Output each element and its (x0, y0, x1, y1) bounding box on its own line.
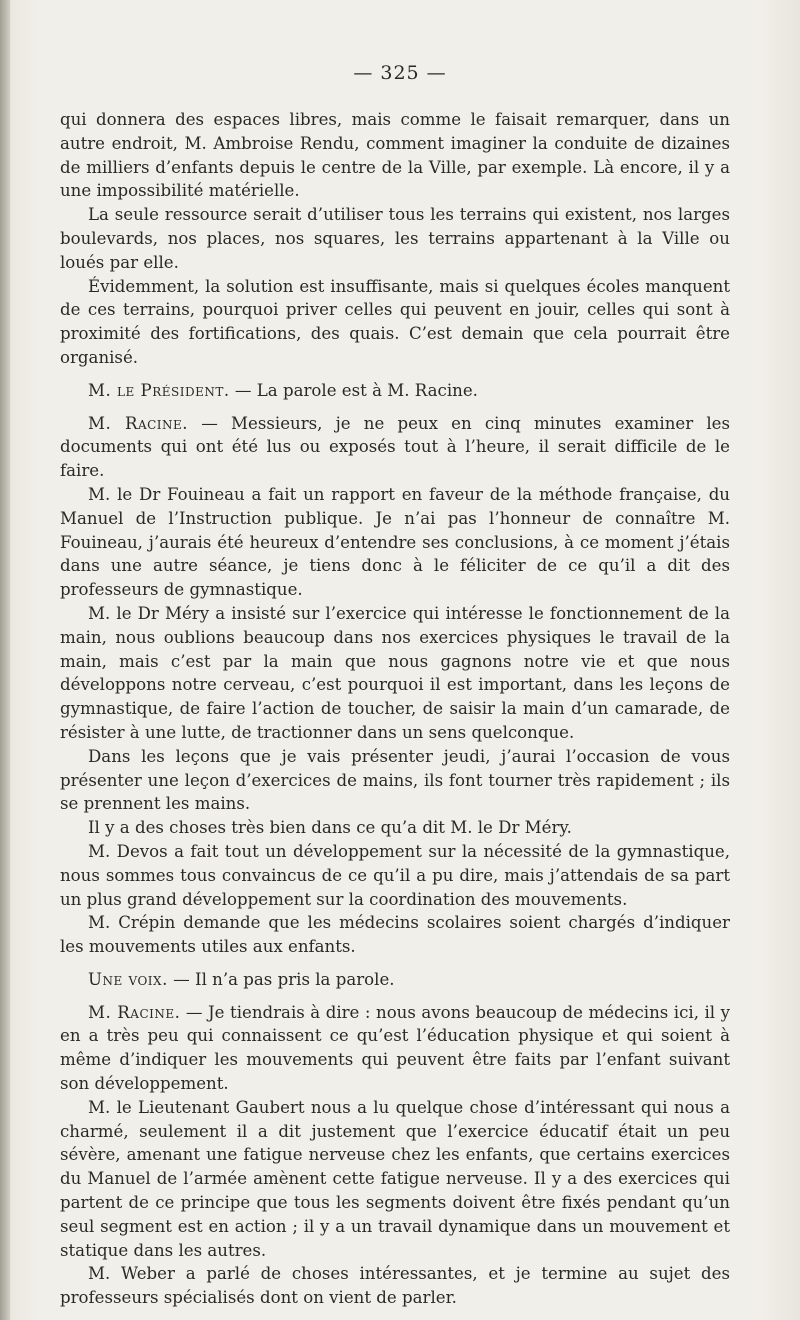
paragraph-text: — Je tiendrais à dire : nous avons beaucoup de médecins ici, il y en a très peu qui connaissent ce qu’est l’éducation physique et qui soient à même d’indiquer les mouvements qui peuvent être faits par l’enfant suivant son développement. (60, 1002, 730, 1094)
paragraph-13 (60, 1001, 730, 1096)
paragraph-8 (60, 745, 730, 816)
paragraph-text: Dans les leçons que je vais présenter jeudi, j’aurai l’occasion de vous présenter une leçon d’exercices de mains, ils font tourner très rapidement ; ils se prennent les mains. (60, 746, 730, 814)
paragraph-text: M. le Dr Méry a insisté sur l’exercice qui intéresse le fonctionnement de la main, nous oublions beaucoup dans nos exercices physiques le travail de la main, mais c’est par la main que nous gagnons notre vie et que nous développons notre cerveau, c’est pourquoi il est important, dans les leçons de gymnastique, de faire l’action de toucher, de saisir la main d’un camarade, de résister à une lutte, de tractionner dans un sens quelconque. (60, 603, 730, 742)
paragraph-text: La seule ressource serait d’utiliser tous les terrains qui existent, nos larges boulevards, nos places, nos squares, les terrains appartenant à la Ville ou loués par elle. (60, 205, 730, 272)
text-body (60, 108, 730, 1310)
speaker-label: Une voix. (88, 969, 168, 989)
paragraph-text: — Il n’a pas pris la parole. (167, 969, 395, 989)
paragraph-11 (60, 911, 730, 959)
paragraph-6 (60, 483, 730, 602)
paragraph-7 (60, 602, 730, 745)
paragraph-10 (60, 840, 730, 911)
paragraph-1 (60, 108, 730, 203)
paragraph-text: Évidemment, la solution est insuffisante, mais si quelques écoles manquent de ces terrains, pourquoi priver celles qui peuvent en jouir, celles qui sont à proximité des fortifications, des quais. C’est demain que cela pourrait être organisé. (60, 276, 730, 367)
paragraph-text: M. Devos a fait tout un développement sur la nécessité de la gymnastique, nous sommes tous convaincus de ce qu’il a pu dire, mais j’attendais de sa part un plus grand développement sur la coordination des mouvements. (60, 841, 730, 909)
book-spine-shadow (0, 0, 10, 1320)
paragraph-text: — Messieurs, je ne peux en cinq minutes examiner les documents qui ont été lus ou exposés tout à l’heure, il serait difficile de le faire. (60, 413, 730, 481)
speaker-label: M. Racine. (88, 1002, 181, 1022)
paragraph-text: qui donnera des espaces libres, mais comme le faisait remarquer, dans un autre endroit, M. Ambroise Rendu, comment imaginer la conduite de dizaines de milliers d’enfants depuis le centre de la Ville, par exemple. Là encore, il y a une impossibilité matérielle. (60, 110, 730, 201)
page-number: — 325 — (353, 62, 447, 84)
paragraph-text: — La parole est à M. Racine. (229, 380, 478, 400)
paragraph-text: M. le Dr Fouineau a fait un rapport en faveur de la méthode française, du Manuel de l’Instruction publique. Je n’ai pas l’honneur de connaître M. Fouineau, j’aurais été heureux d’entendre ses conclusions, à ce moment j’étais dans une autre séance, je tiens donc à le féliciter de ce qu’il a dit des professeurs de gymnastique. (60, 484, 730, 600)
paragraph-text: M. Weber a parlé de choses intéressantes, et je termine au sujet des professeurs spécialisés dont on vient de parler. (60, 1264, 730, 1308)
paragraph-15 (60, 1262, 730, 1310)
paragraph-text: Il y a des choses très bien dans ce qu’a dit M. le Dr Méry. (88, 818, 572, 838)
paragraph-text: M. Crépin demande que les médecins scolaires soient chargés d’indiquer les mouvements utiles aux enfants. (60, 913, 730, 957)
paragraph-4 (60, 379, 730, 403)
paragraph-5 (60, 412, 730, 483)
speaker-label: M. le Président. (88, 380, 230, 400)
paragraph-9 (60, 816, 730, 840)
paragraph-14 (60, 1096, 730, 1263)
paragraph-2 (60, 203, 730, 274)
paragraph-12 (60, 968, 730, 992)
paragraph-3 (60, 275, 730, 370)
speaker-label: M. Racine. (88, 413, 189, 433)
paragraph-text: M. le Lieutenant Gaubert nous a lu quelque chose d’intéressant qui nous a charmé, seulement il a dit justement que l’exercice éducatif était un peu sévère, amenant une fatigue nerveuse chez les enfants, que certains exercices du Manuel de l’armée amènent cette fatigue nerveuse. Il y a des exercices qui partent de ce principe que tous les segments doivent être fixés pendant qu’un seul segment est en action ; il y a un travail dynamique dans un mouvement et statique dans les autres. (60, 1097, 730, 1260)
